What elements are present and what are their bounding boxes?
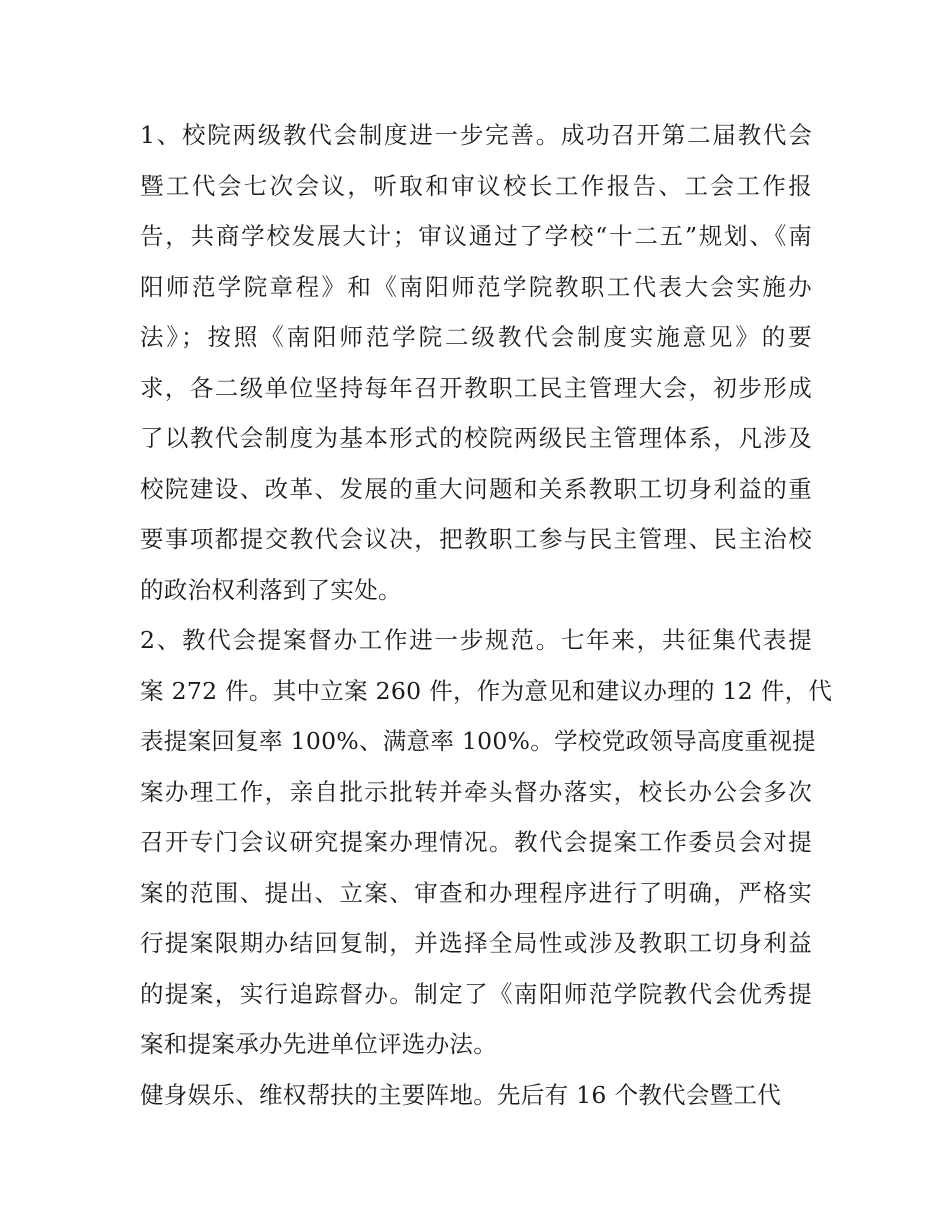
document-body (140, 110, 833, 1120)
text-line: 1、校院两级教代会制度进一步完善。成功召开第二届教代会 (140, 121, 812, 149)
text-line: 告，共商学校发展大计；审议通过了学校“十二五”规划、《南 (140, 222, 812, 250)
text-line: 的政治权利落到了实处。 (140, 575, 402, 604)
text-line: 要事项都提交教代会议决，把教职工参与民主管理、民主治校 (140, 525, 812, 553)
text-line: 求，各二级单位坚持每年召开教职工民主管理大会，初步形成 (140, 373, 812, 402)
text-line: 健身娱乐、维权帮扶的主要阵地。先后有 16 个教代会暨工代 (140, 1080, 782, 1109)
text-line: 表提案回复率 100%、满意率 100%。学校党政领导高度重视提 (140, 727, 816, 755)
text-line: 了以教代会制度为基本形式的校院两级民主管理体系，凡涉及 (140, 424, 812, 452)
text-line: 召开专门会议研究提案办理情况。教代会提案工作委员会对提 (140, 828, 812, 856)
text-line: 2、教代会提案督办工作进一步规范。七年来，共征集代表提 (140, 626, 812, 654)
text-line: 法》；按照《南阳师范学院二级教代会制度实施意见》的要 (140, 323, 812, 351)
text-line: 行提案限期办结回复制，并选择全局性或涉及教职工切身利益 (140, 929, 812, 957)
text-line: 案和提案承办先进单位评选办法。 (140, 1030, 497, 1058)
text-line: 案办理工作，亲自批示批转并牵头督办落实，校长办公会多次 (140, 777, 812, 806)
text-line: 阳师范学院章程》和《南阳师范学院教职工代表大会实施办 (140, 272, 812, 301)
text-line: 案 272 件。其中立案 260 件，作为意见和建议办理的 12 件，代 (140, 676, 833, 705)
text-line: 的提案，实行追踪督办。制定了《南阳师范学院教代会优秀提 (140, 979, 812, 1008)
text-line: 案的范围、提出、立案、审查和办理程序进行了明确，严格实 (140, 878, 812, 907)
text-line: 校院建设、改革、发展的重大问题和关系教职工切身利益的重 (140, 474, 812, 503)
text-line: 暨工代会七次会议，听取和审议校长工作报告、工会工作报 (140, 171, 812, 200)
